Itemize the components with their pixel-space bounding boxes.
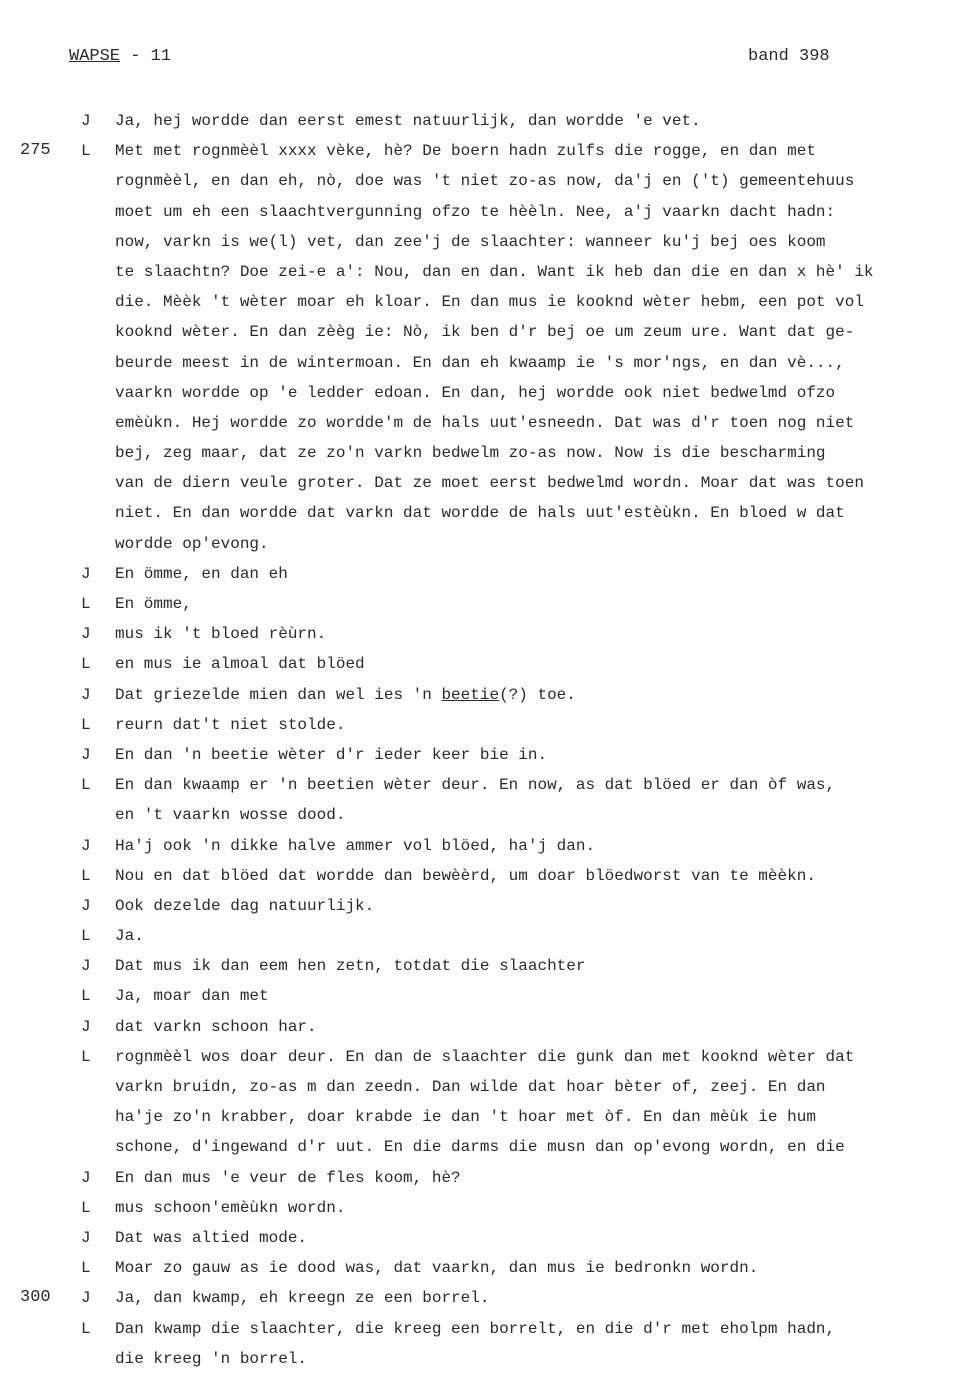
utterance-text: Met met rognmèèl xxxx vèke, hè? De boern hadn zulfs die rogge, en dan met: [115, 142, 816, 161]
utterance-text: moet um eh een slaachtvergunning ofzo te hèèln. Nee, a'j vaarkn dacht hadn:: [115, 202, 836, 221]
utterance-text: ha'je zo'n krabber, doar krabde ie dan 't hoar met òf. En dan mèùk ie hum: [115, 1108, 816, 1127]
transcript-line: [0, 861, 973, 891]
utterance-text: En dan mus 'e veur de fles koom, hè?: [115, 1168, 461, 1187]
text-segment: Dat griezelde mien dan wel ies 'n: [115, 685, 442, 704]
transcript-line: [0, 800, 973, 830]
transcript-line: [0, 287, 973, 317]
transcript-line: [0, 378, 973, 408]
speaker-label: J: [81, 957, 91, 976]
transcript-line: [0, 408, 973, 438]
transcript-line: [0, 529, 973, 559]
utterance-text: Ja, dan kwamp, eh kreegn ze een borrel.: [115, 1289, 490, 1308]
speaker-label: J: [81, 625, 91, 644]
utterance-text: dat varkn schoon har.: [115, 1017, 317, 1036]
utterance-text: [115, 680, 576, 710]
utterance-text: varkn bruidn, zo-as m dan zeedn. Dan wilde dat hoar bèter of, zeej. En dan: [115, 1078, 826, 1096]
utterance-text: Ja, hej wordde dan eerst emest natuurlijk, dan wordde 'e vet.: [115, 112, 701, 130]
utterance-text: En dan 'n beetie wèter d'r ieder keer bie in.: [115, 745, 548, 764]
utterance-text: rognmèèl wos doar deur. En dan de slaachter die gunk dan met kooknd wèter dat: [115, 1047, 855, 1066]
transcript-line: [0, 981, 973, 1011]
transcript-entry: [0, 589, 973, 619]
transcript-line: [0, 1163, 973, 1193]
speaker-label: L: [81, 866, 91, 885]
utterance-text: Nou en dat blöed dat wordde dan bewèèrd, um doar blöedworst van te mèèkn.: [115, 866, 816, 885]
utterance-text: en 't vaarkn wosse dood.: [115, 806, 346, 825]
utterance-text: Ja.: [115, 927, 144, 946]
speaker-label: L: [81, 655, 91, 674]
speaker-label: L: [81, 715, 91, 734]
speaker-label: L: [81, 142, 91, 161]
utterance-text: now, varkn is we(l) vet, dan zee'j de slaachter: wanneer ku'j bej oes koom: [115, 232, 826, 251]
transcript-line: [0, 680, 973, 710]
transcript-line: [0, 166, 973, 196]
transcript-entry: [0, 1042, 973, 1163]
speaker-label: J: [81, 1289, 91, 1308]
utterance-text: schone, d'ingewand d'r uut. En die darms die musn dan op'evong wordn, en die: [115, 1138, 845, 1157]
utterance-text: Dan kwamp die slaachter, die kreeg een borrelt, en die d'r met eholpm hadn,: [115, 1319, 836, 1338]
transcript-line: [0, 951, 973, 981]
utterance-text: Dat was altied mode.: [115, 1228, 308, 1247]
transcript-line: [0, 619, 973, 649]
transcript-line: [0, 348, 973, 378]
speaker-label: J: [81, 112, 91, 130]
transcript-line: [0, 710, 973, 740]
utterance-text: niet. En dan wordde dat varkn dat wordde de hals uut'estèùkn. En bloed w dat: [115, 504, 845, 523]
transcript-entry: [0, 1283, 973, 1313]
transcript-line: [0, 1283, 973, 1313]
transcript-line: [0, 1132, 973, 1162]
transcript-line: [0, 1344, 973, 1374]
transcript-entry: [0, 1163, 973, 1193]
line-number: 275: [20, 141, 51, 161]
utterance-text: wordde op'evong.: [115, 534, 269, 553]
speaker-label: J: [81, 1168, 91, 1187]
transcript-entry: [0, 710, 973, 740]
transcript-line: [0, 468, 973, 498]
speaker-label: L: [81, 1198, 91, 1217]
utterance-text: Ook dezelde dag natuurlijk.: [115, 896, 375, 915]
transcript-line: [0, 438, 973, 468]
utterance-text: En ömme, en dan eh: [115, 564, 288, 583]
transcript-entry: [0, 1193, 973, 1223]
speaker-label: L: [81, 987, 91, 1006]
utterance-text: kooknd wèter. En dan zèèg ie: Nò, ik ben d'r bej oe um zeum ure. Want dat ge-: [115, 323, 855, 342]
speaker-label: L: [81, 1047, 91, 1066]
transcript-entry: [0, 770, 973, 830]
speaker-label: J: [81, 685, 91, 704]
transcript-line: [0, 227, 973, 257]
transcript-line: [0, 559, 973, 589]
transcript-entry: [0, 891, 973, 921]
utterance-text: en mus ie almoal dat blöed: [115, 655, 365, 674]
utterance-text: die kreeg 'n borrel.: [115, 1349, 308, 1368]
utterance-text: die. Mèèk 't wèter moar eh kloar. En dan mus ie kooknd wèter hebm, een pot vol: [115, 293, 864, 312]
transcript-entry: [0, 136, 973, 559]
transcript-entry: [0, 1314, 973, 1374]
utterance-text: Moar zo gauw as ie dood was, dat vaarkn, dan mus ie bedronkn wordn.: [115, 1259, 759, 1278]
transcript-line: [0, 740, 973, 770]
transcript-entry: [0, 559, 973, 589]
transcript-line: [0, 1102, 973, 1132]
header-page-number: - 11: [120, 47, 172, 66]
text-segment: (?) toe.: [499, 685, 576, 704]
speaker-label: L: [81, 1319, 91, 1338]
document-header-left: [69, 47, 171, 66]
transcript-line: [0, 106, 973, 136]
transcript-line: [0, 921, 973, 951]
transcript-line: [0, 136, 973, 166]
speaker-label: J: [81, 1228, 91, 1247]
line-number: 300: [20, 1288, 51, 1308]
utterance-text: En dan kwaamp er 'n beetien wèter deur. En now, as dat blöed er dan òf was,: [115, 776, 836, 795]
transcript-entry: [0, 680, 973, 710]
utterance-text: mus ik 't bloed rèùrn.: [115, 625, 327, 644]
transcript-line: [0, 649, 973, 679]
utterance-text: Dat mus ik dan eem hen zetn, totdat die slaachter: [115, 957, 586, 976]
transcript-line: [0, 1072, 973, 1102]
speaker-label: L: [81, 927, 91, 946]
transcript-entry: [0, 951, 973, 981]
transcript-entry: [0, 981, 973, 1011]
transcript-line: [0, 891, 973, 921]
utterance-text: Ja, moar dan met: [115, 987, 269, 1006]
utterance-text: te slaachtn? Doe zei-e a': Nou, dan en dan. Want ik heb dan die en dan x hè' ik: [115, 262, 874, 281]
tape-number: band 398: [748, 47, 830, 66]
speaker-label: J: [81, 745, 91, 764]
utterance-text: beurde meest in de wintermoan. En dan eh kwaamp ie 's mor'ngs, en dan vè...,: [115, 353, 845, 372]
utterance-text: bej, zeg maar, dat ze zo'n varkn bedwelm zo-as now. Now is die bescharming: [115, 444, 826, 463]
underlined-word: beetie: [441, 685, 500, 704]
utterance-text: mus schoon'emèùkn wordn.: [115, 1198, 346, 1217]
transcript-line: [0, 1193, 973, 1223]
speaker-label: J: [81, 564, 91, 583]
transcript-line: [0, 1253, 973, 1283]
transcript-entry: [0, 740, 973, 770]
transcript-entry: [0, 861, 973, 891]
speaker-label: L: [81, 595, 91, 613]
transcript-entry: [0, 921, 973, 951]
utterance-text: vaarkn wordde op 'e ledder edoan. En dan, hej wordde ook niet bedwelmd ofzo: [115, 383, 836, 402]
speaker-label: L: [81, 1259, 91, 1278]
transcript-entry: [0, 1253, 973, 1283]
transcript-entry: [0, 106, 973, 136]
transcript: [0, 106, 973, 1374]
transcript-line: [0, 1314, 973, 1344]
speaker-label: L: [81, 776, 91, 795]
transcript-line: [0, 317, 973, 347]
transcript-line: [0, 1223, 973, 1253]
transcript-line: [0, 1012, 973, 1042]
utterance-text: emèùkn. Hej wordde zo wordde'm de hals uut'esneedn. Dat was d'r toen nog niet: [115, 413, 855, 432]
transcript-line: [0, 589, 973, 619]
transcript-line: [0, 1042, 973, 1072]
transcript-line: [0, 197, 973, 227]
transcript-entry: [0, 649, 973, 679]
speaker-label: J: [81, 1017, 91, 1036]
utterance-text: En ömme,: [115, 595, 192, 613]
transcript-line: [0, 257, 973, 287]
transcript-entry: [0, 619, 973, 649]
utterance-text: reurn dat't niet stolde.: [115, 715, 346, 734]
speaker-label: J: [81, 836, 91, 855]
transcript-entry: [0, 1012, 973, 1042]
utterance-text: van de diern veule groter. Dat ze moet eerst bedwelmd wordn. Moar dat was toen: [115, 474, 864, 493]
transcript-line: [0, 831, 973, 861]
transcript-line: [0, 770, 973, 800]
transcript-entry: [0, 1223, 973, 1253]
utterance-text: Ha'j ook 'n dikke halve ammer vol blöed, ha'j dan.: [115, 836, 596, 855]
speaker-label: J: [81, 896, 91, 915]
transcript-entry: [0, 831, 973, 861]
transcript-line: [0, 498, 973, 528]
header-title: WAPSE: [69, 47, 121, 66]
utterance-text: rognmèèl, en dan eh, nò, doe was 't niet zo-as now, da'j en ('t) gemeentehuus: [115, 172, 855, 191]
